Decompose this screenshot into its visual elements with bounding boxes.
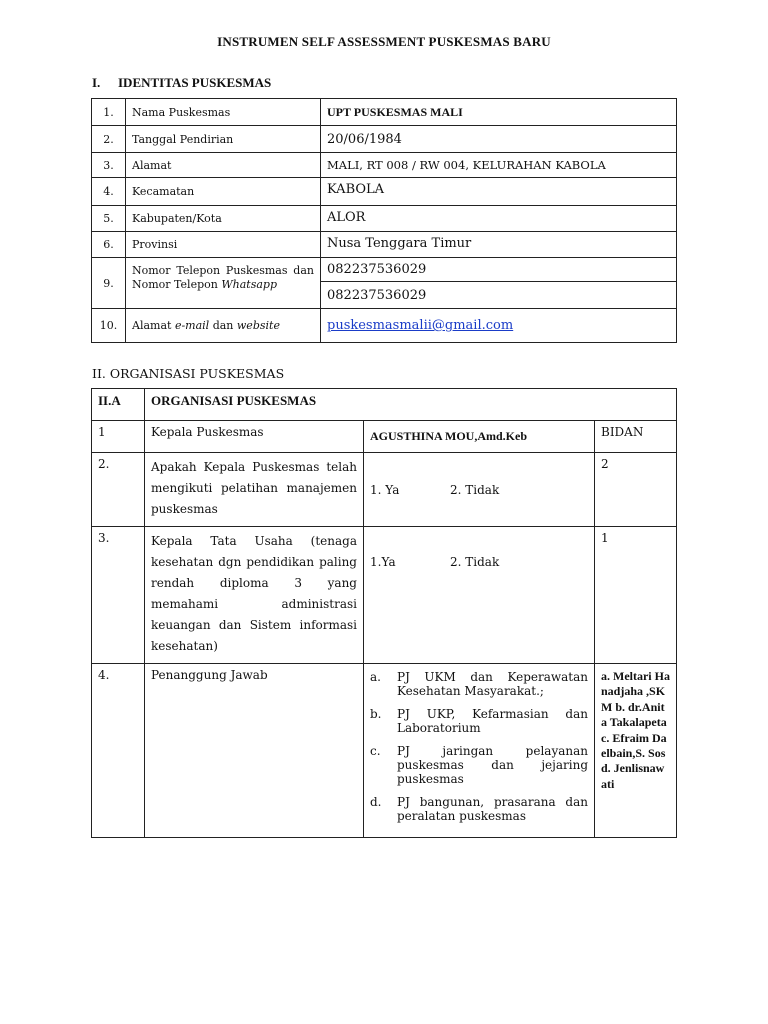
item-letter: d. [370, 795, 382, 809]
item-text: PJ jaringan pelayanan puskesmas dan jejaring puskesmas [397, 744, 588, 786]
item-text: PJ bangunan, prasarana dan peralatan puskesmas [397, 795, 588, 823]
note-value: 1 [595, 527, 677, 664]
field-value-kabupaten: ALOR [321, 206, 677, 232]
field-label: Alamat [126, 153, 321, 178]
note-kepala: BIDAN [595, 421, 677, 453]
header-code: II.A [92, 389, 145, 421]
identity-table [91, 98, 677, 343]
question-text: Kepala Puskesmas [145, 421, 364, 453]
field-value-provinsi: Nusa Tenggara Timur [321, 232, 677, 258]
option-tidak: 2. Tidak [450, 555, 500, 569]
field-label [126, 309, 321, 343]
note-value: 2 [595, 453, 677, 527]
field-label: Provinsi [126, 232, 321, 258]
pj-list [370, 670, 588, 823]
table-row [92, 178, 677, 206]
field-label [126, 258, 321, 309]
pj-names: a. Meltari Hanadjaha ,SKM b. dr.Anita Takalapeta c. Efraim Daelbain,S. Sos d. Jenlisnawati [595, 664, 677, 838]
field-label: Kecamatan [126, 178, 321, 206]
row-number: 1. [92, 99, 126, 126]
field-value-alamat: MALI, RT 008 / RW 004, KELURAHAN KABOLA [321, 153, 677, 178]
table-row [92, 309, 677, 343]
item-letter: c. [370, 744, 381, 758]
field-value-email [321, 309, 677, 343]
question-text: Apakah Kepala Puskesmas telah mengikuti pelatihan manajemen puskesmas [145, 453, 364, 527]
option-ya: 1. Ya [370, 482, 400, 497]
email-label-mid: dan [209, 319, 237, 332]
list-item [370, 707, 588, 735]
section2-heading: II. ORGANISASI PUSKESMAS [92, 366, 285, 381]
field-label: Nama Puskesmas [126, 99, 321, 126]
question-text: Penanggung Jawab [145, 664, 364, 838]
answer-options [364, 527, 595, 664]
row-number: 2. [92, 453, 145, 527]
table-row [92, 527, 677, 664]
list-item [370, 670, 588, 698]
option-ya: 1.Ya [370, 555, 396, 569]
table-row [92, 453, 677, 527]
answer-options [364, 453, 595, 527]
section1-heading [92, 75, 271, 91]
field-label: Tanggal Pendirian [126, 126, 321, 153]
email-label-pre: Alamat [132, 319, 175, 332]
table-row [92, 421, 677, 453]
pj-list-cell [364, 664, 595, 838]
field-label: Kabupaten/Kota [126, 206, 321, 232]
section1-title: IDENTITAS PUSKESMAS [118, 75, 272, 90]
table-row [92, 99, 677, 126]
field-value-tanggal: 20/06/1984 [321, 126, 677, 153]
row-number: 4. [92, 178, 126, 206]
table-row [92, 258, 677, 282]
email-label-em: e-mail [174, 319, 210, 332]
row-number: 3. [92, 153, 126, 178]
item-text: PJ UKM dan Keperawatan Kesehatan Masyarakat.; [397, 670, 588, 698]
item-letter: b. [370, 707, 382, 721]
field-value-nama: UPT PUSKESMAS MALI [321, 99, 677, 126]
table-row [92, 232, 677, 258]
section1-number: I. [92, 75, 101, 90]
website-label-em: website [236, 319, 280, 332]
row-number: 6. [92, 232, 126, 258]
email-link[interactable]: puskesmasmalii@gmail.com [327, 318, 514, 333]
question-text: Kepala Tata Usaha (tenaga kesehatan dgn pendidikan paling rendah diploma 3 yang memahami administrasi keuangan dan Sistem informasi kesehatan) [145, 527, 364, 664]
organization-table [91, 388, 677, 838]
phone-label-text: Nomor Telepon Puskesmas dan Nomor Telepon [132, 264, 314, 291]
row-number: 1 [92, 421, 145, 453]
row-number: 10. [92, 309, 126, 343]
whatsapp-label-text: Whatsapp [221, 278, 277, 291]
option-tidak: 2. Tidak [450, 482, 500, 497]
header-title: ORGANISASI PUSKESMAS [145, 389, 677, 421]
item-letter: a. [370, 670, 381, 684]
table-row [92, 126, 677, 153]
row-number: 5. [92, 206, 126, 232]
list-item [370, 795, 588, 823]
row-number: 2. [92, 126, 126, 153]
table-row [92, 664, 677, 838]
table-header-row [92, 389, 677, 421]
table-row [92, 206, 677, 232]
field-value-whatsapp: 082237536029 [321, 282, 677, 309]
row-number: 3. [92, 527, 145, 664]
answer-kepala: AGUSTHINA MOU,Amd.Keb [364, 421, 595, 453]
table-row [92, 153, 677, 178]
field-value-kecamatan: KABOLA [321, 178, 677, 206]
field-value-telepon: 082237536029 [321, 258, 677, 282]
item-text: PJ UKP, Kefarmasian dan Laboratorium [397, 707, 588, 735]
list-item [370, 744, 588, 786]
row-number: 4. [92, 664, 145, 838]
row-number: 9. [92, 258, 126, 309]
document-title: INSTRUMEN SELF ASSESSMENT PUSKESMAS BARU [217, 34, 551, 49]
